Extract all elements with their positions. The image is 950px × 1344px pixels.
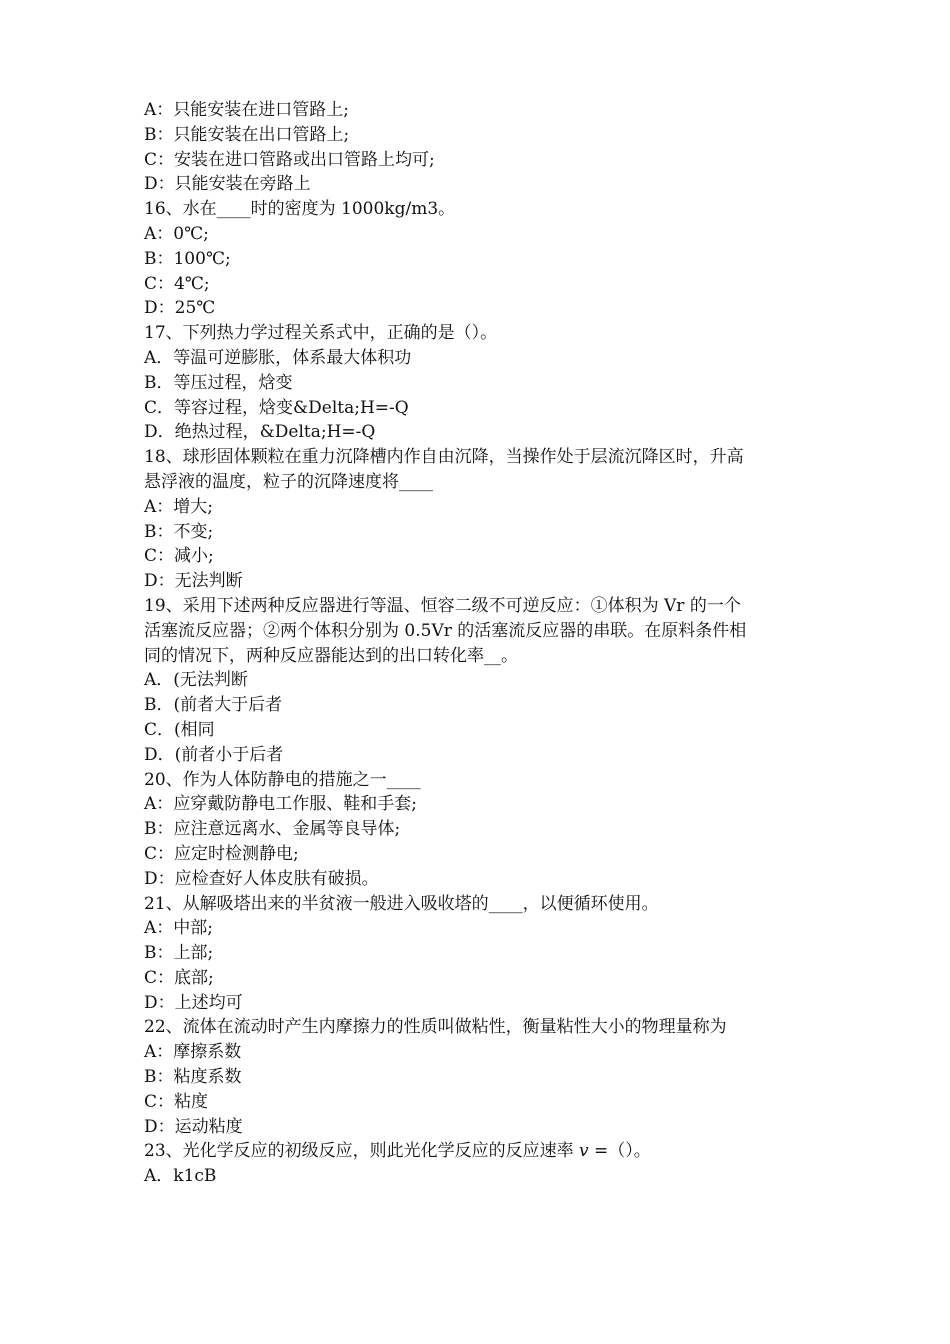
text-line: D：25℃ bbox=[144, 298, 216, 319]
text-line: D．(前者小于后者 bbox=[144, 744, 284, 765]
text-line: A：应穿戴防静电工作服、鞋和手套; bbox=[144, 794, 418, 815]
text-line: D：上述均可 bbox=[144, 992, 243, 1013]
question-20: 20、作为人体防静电的措施之一____ bbox=[144, 769, 421, 790]
text-line: D：只能安装在旁路上 bbox=[144, 174, 311, 195]
question-23-tail: =（）。 bbox=[588, 1141, 651, 1162]
text-line: B：粘度系数 bbox=[144, 1067, 242, 1088]
text-line: C：底部; bbox=[144, 967, 214, 988]
rate-variable: v bbox=[579, 1141, 589, 1162]
text-line: C：4℃; bbox=[144, 273, 210, 294]
question-19-cont: 同的情况下，两种反应器能达到的出口转化率__。 bbox=[144, 645, 518, 666]
document-page bbox=[144, 98, 824, 1189]
text-line: A：0℃; bbox=[144, 223, 209, 244]
text-line: C：减小; bbox=[144, 546, 214, 567]
text-line: A：只能安装在进口管路上; bbox=[144, 100, 350, 120]
text-line: B：上部; bbox=[144, 943, 214, 964]
question-18: 18、球形固体颗粒在重力沉降槽内作自由沉降，当操作处于层流沉降区时，升高 bbox=[144, 447, 744, 468]
text-line: B．等压过程，焓变 bbox=[144, 372, 293, 393]
text-line: C．等容过程，焓变&Delta;H=-Q bbox=[144, 397, 409, 418]
question-19-cont: 活塞流反应器；②两个体积分别为 0.5Vr 的活塞流反应器的串联。在原料条件相 bbox=[144, 620, 747, 641]
text-line: D：无法判断 bbox=[144, 571, 243, 592]
question-23 bbox=[144, 1139, 824, 1164]
question-21: 21、从解吸塔出来的半贫液一般进入吸收塔的____，以便循环使用。 bbox=[144, 893, 659, 914]
text-line: D．绝热过程，&Delta;H=-Q bbox=[144, 422, 376, 443]
text-line: A：增大; bbox=[144, 496, 214, 517]
text-line: D：应检查好人体皮肤有破损。 bbox=[144, 868, 379, 889]
text-line: B：不变; bbox=[144, 521, 214, 542]
text-line: B．(前者大于后者 bbox=[144, 695, 283, 716]
text-line: B：100℃; bbox=[144, 248, 231, 269]
question-23-text: 23、光化学反应的初级反应，则此光化学反应的反应速率 bbox=[144, 1141, 580, 1162]
text-line: A．等温可逆膨胀，体系最大体积功 bbox=[144, 347, 412, 368]
text-line: C：粘度 bbox=[144, 1091, 209, 1112]
text-line: C：应定时检测静电; bbox=[144, 843, 299, 864]
question-22: 22、流体在流动时产生内摩擦力的性质叫做粘性，衡量粘性大小的物理量称为 bbox=[144, 1017, 727, 1038]
text-line: A．(无法判断 bbox=[144, 670, 248, 691]
question-19: 19、采用下述两种反应器进行等温、恒容二级不可逆反应：①体积为 Vr 的一个 bbox=[144, 595, 741, 616]
text-line: C．(相同 bbox=[144, 719, 215, 740]
question-16: 16、水在____时的密度为 1000kg/m3。 bbox=[144, 199, 456, 220]
question-18-cont: 悬浮液的温度，粒子的沉降速度将____ bbox=[144, 471, 433, 492]
question-17: 17、下列热力学过程关系式中，正确的是（）。 bbox=[144, 323, 498, 344]
text-line: A．k1cB bbox=[144, 1166, 217, 1187]
text-line: D：运动粘度 bbox=[144, 1116, 243, 1137]
text-line: C：安装在进口管路或出口管路上均可; bbox=[144, 149, 435, 170]
text-line: A：中部; bbox=[144, 918, 214, 939]
text-line: A：摩擦系数 bbox=[144, 1042, 242, 1063]
text-line: B：应注意远离水、金属等良导体; bbox=[144, 819, 401, 840]
text-line: B：只能安装在出口管路上; bbox=[144, 124, 350, 145]
